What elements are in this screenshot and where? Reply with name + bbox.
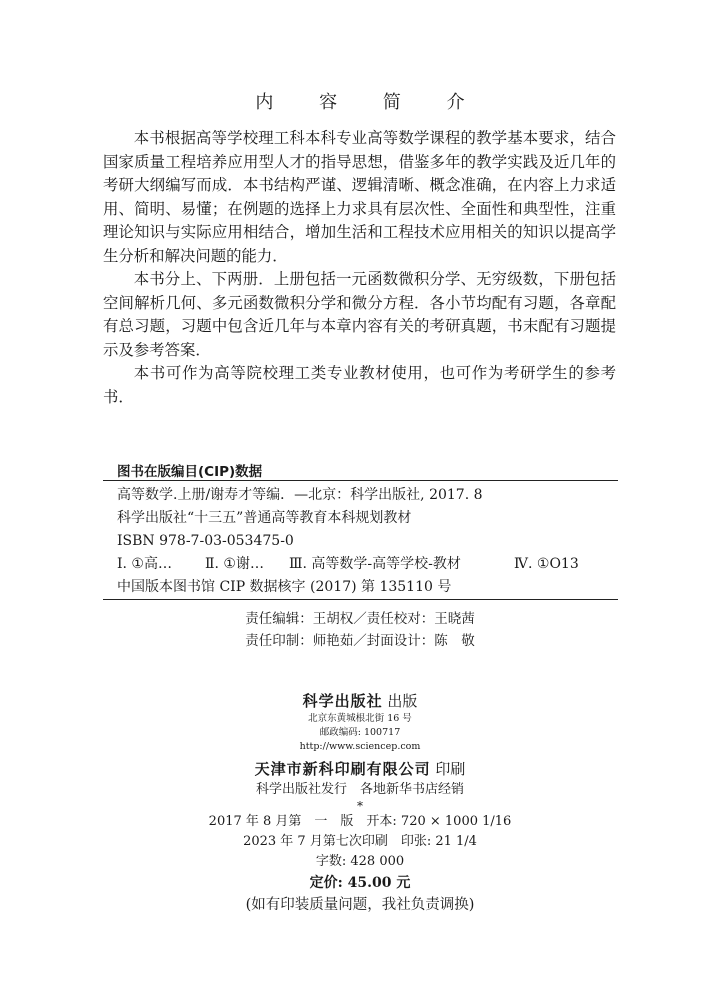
cip-top-rule: [103, 480, 618, 481]
cip-classification: [117, 553, 617, 576]
summary-paragraph-3: 本书可作为高等院校理工类专业教材使用，也可作为考研学生的参考书．: [103, 364, 616, 406]
summary-text: [103, 127, 616, 409]
word-count: 字数: 428 000: [315, 854, 405, 869]
summary-paragraph-1: 本书根据高等学校理工科本科专业高等数学课程的教学基本要求，结合国家质量工程培养应用型人才的指导思想，借鉴多年的教学实践及近几年的考研大纲编写而成．本书结构严谨、逻辑清晰、概念准确，在内容上力求适用、简明、易懂；在例题的选择上力求具有层次性、全面性和典型性，注重理论知识与实际应用相结合，增加生活和工程技术应用相关的知识以提高学生分析和解决问题的能力．: [103, 129, 616, 265]
cip-bottom-rule: [103, 599, 618, 600]
cip-block: [117, 484, 617, 599]
cip-title-line: 高等数学.上册/谢寿才等编．—北京：科学出版社, 2017. 8: [117, 487, 483, 503]
editor-credits-line-1: 责任编辑：王胡权／责任校对：王晓茜: [245, 611, 475, 627]
cip-class-1: Ⅰ. ①高…: [117, 556, 172, 572]
colophon: [0, 690, 720, 916]
publisher-line: [0, 690, 720, 712]
price-line: [0, 872, 720, 894]
cip-heading: 图书在版编目(CIP)数据: [117, 464, 263, 480]
printer-suffix: 印刷: [435, 760, 466, 778]
cip-series-line: 科学出版社“十三五”普通高等教育本科规划教材: [117, 510, 412, 526]
summary-paragraph-2: 本书分上、下两册．上册包括一元函数微积分学、无穷级数，下册包括空间解析几何、多元函数微积分学和微分方程．各小节均配有习题，各章配有总习题，习题中包含近几年与本章内容有关的考研真题，书末配有习题提示及参考答案．: [103, 270, 616, 359]
publisher-name: 科学出版社: [302, 692, 383, 710]
editor-credits-line-2: 责任印制：师艳茹／封面设计：陈 敬: [245, 633, 475, 649]
printer-name: 天津市新科印刷有限公司: [254, 760, 431, 778]
printer-line: [0, 758, 720, 780]
cip-isbn: ISBN 978-7-03-053475-0: [117, 533, 294, 549]
editor-credits: [0, 608, 720, 652]
separator-star: *: [357, 799, 363, 813]
summary-title: 内 容 简 介: [255, 92, 485, 113]
cip-class-4: Ⅳ. ①O13: [514, 556, 579, 572]
cip-record-number: 中国版本图书馆 CIP 数据核字 (2017) 第 135110 号: [117, 579, 452, 595]
edition-line: 2017 年 8 月第 一 版 开本: 720 × 1000 1/16: [208, 814, 512, 829]
replacement-notice: (如有印装质量问题，我社负责调换): [245, 897, 475, 913]
distribution-line: 科学出版社发行 各地新华书店经销: [255, 782, 464, 797]
publisher-postcode: 邮政编码: 100717: [319, 727, 401, 738]
publisher-address: 北京东黄城根北街 16 号: [308, 713, 412, 724]
cip-class-2: Ⅱ. ①谢…: [205, 556, 264, 572]
price-label: 定价:: [309, 875, 348, 891]
publisher-website: http://www.sciencep.com: [299, 741, 421, 752]
cip-class-3: Ⅲ. 高等数学-高等学校-教材: [289, 556, 461, 572]
publisher-suffix: 出版: [387, 692, 418, 710]
price-value: 45.00 元: [347, 875, 411, 891]
printing-line: 2023 年 7 月第七次印刷 印张: 21 1/4: [243, 834, 477, 849]
